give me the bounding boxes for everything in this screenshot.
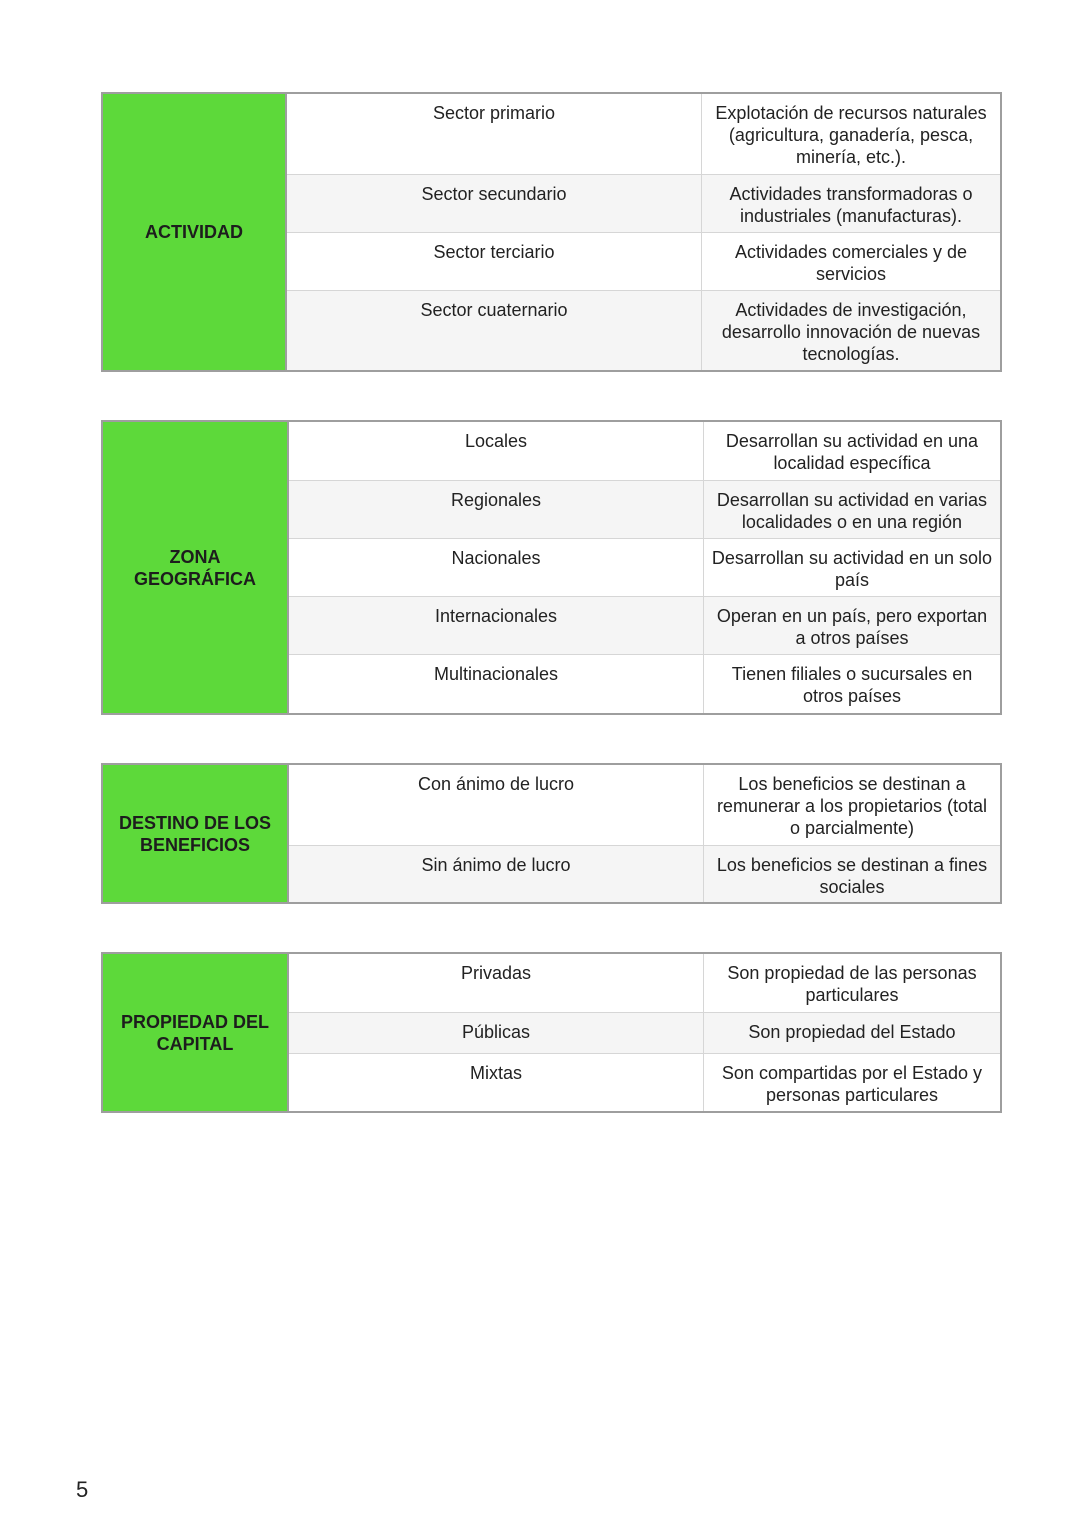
table-body: [289, 422, 1000, 713]
description-cell: Los beneficios se destinan a fines sociales: [716, 855, 988, 897]
table-row: [289, 1053, 1000, 1111]
type-cell: Nacionales: [289, 539, 704, 596]
table-body: [289, 765, 1000, 902]
table-row: [287, 174, 1000, 232]
table-heading: ZONA GEOGRÁFICA: [103, 422, 289, 713]
description-cell: Operan en un país, pero exportan a otros países: [716, 606, 988, 648]
table-row: [289, 480, 1000, 538]
table-row: [289, 596, 1000, 654]
type-cell: Sector primario: [287, 94, 702, 174]
type-cell: Con ánimo de lucro: [289, 765, 704, 845]
table-row: [287, 94, 1000, 174]
description-cell: Actividades transformadoras o industriales (manufacturas).: [729, 184, 973, 226]
type-cell: Multinacionales: [289, 655, 704, 713]
table-row: [289, 954, 1000, 1012]
type-cell: Locales: [289, 422, 704, 480]
table-row: [289, 422, 1000, 480]
description-cell: Son propiedad de las personas particulares: [727, 963, 977, 1005]
type-cell: Públicas: [289, 1013, 704, 1053]
table-row: [287, 290, 1000, 370]
type-cell: Mixtas: [289, 1054, 704, 1111]
description-cell: Desarrollan su actividad en una localidad específica: [725, 431, 979, 473]
classification-table-actividad: [101, 92, 1002, 372]
description-cell: Explotación de recursos naturales (agricultura, ganadería, pesca, minería, etc.).: [715, 103, 987, 167]
table-body: [287, 94, 1000, 370]
table-row: [287, 232, 1000, 290]
type-cell: Sin ánimo de lucro: [289, 846, 704, 902]
table-heading: PROPIEDAD DEL CAPITAL: [103, 954, 289, 1111]
table-heading: ACTIVIDAD: [103, 94, 287, 370]
description-cell: Son propiedad del Estado: [748, 1022, 956, 1042]
type-cell: Sector terciario: [287, 233, 702, 290]
table-row: [289, 1012, 1000, 1053]
type-cell: Internacionales: [289, 597, 704, 654]
classification-table-propiedad-capital: [101, 952, 1002, 1113]
table-row: [289, 845, 1000, 902]
description-cell: Desarrollan su actividad en un solo país: [711, 548, 993, 590]
type-cell: Sector cuaternario: [287, 291, 702, 370]
description-cell: Desarrollan su actividad en varias localidades o en una región: [716, 490, 988, 532]
description-cell: Tienen filiales o sucursales en otros países: [731, 664, 973, 706]
type-cell: Privadas: [289, 954, 704, 1012]
classification-table-destino-beneficios: [101, 763, 1002, 904]
type-cell: Sector secundario: [287, 175, 702, 232]
description-cell: Actividades comerciales y de servicios: [734, 242, 968, 284]
table-row: [289, 654, 1000, 713]
type-cell: Regionales: [289, 481, 704, 538]
description-cell: Los beneficios se destinan a remunerar a los propietarios (total o parcialmente): [716, 774, 988, 838]
description-cell: Son compartidas por el Estado y personas particulares: [721, 1063, 983, 1105]
table-row: [289, 538, 1000, 596]
table-row: [289, 765, 1000, 845]
description-cell: Actividades de investigación, desarrollo innovación de nuevas tecnologías.: [721, 300, 981, 364]
table-body: [289, 954, 1000, 1111]
table-heading: DESTINO DE LOS BENEFICIOS: [103, 765, 289, 902]
classification-table-zona-geografica: [101, 420, 1002, 715]
page-number: 5: [76, 1477, 89, 1502]
